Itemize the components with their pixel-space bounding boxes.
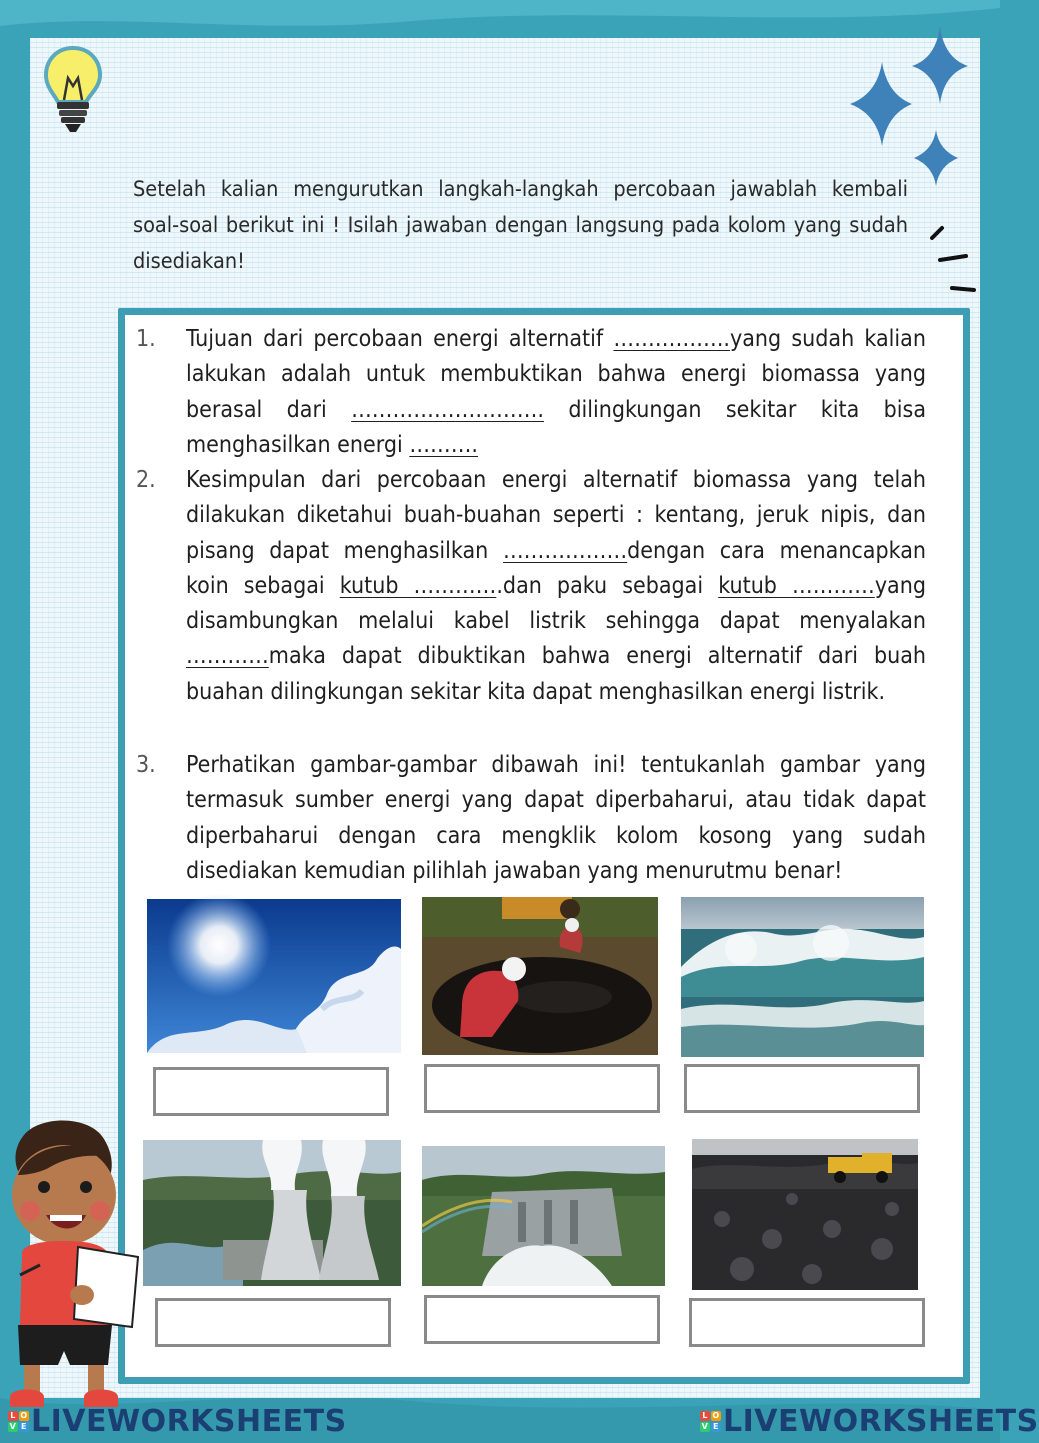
instructions-text: Setelah kalian mengurutkan langkah-langkah percobaan jawablah kembali soal-soal berikut ini ! Isilah jawaban dengan langsung pada kolom yang sudah disediakan! [133,177,908,274]
question-1 [136,322,926,463]
answer-blank[interactable]: ……………… [502,537,628,564]
question-number: 3. [136,752,156,778]
answer-blank[interactable]: kutub ………… [718,572,875,599]
question-text: Perhatikan gambar-gambar dibawah ini! tentukanlah gambar yang termasuk sumber energi yang dapat diperbaharui, atau tidak dapat diperbaharui dengan cara mengklik kolom kosong yang sudah disediakan kemudian pilihlah jawaban yang menurutmu benar! [186,752,926,884]
question-text: Tujuan dari percobaan energi alternatif ……………..yang sudah kalian lakukan adalah untuk membuktikan bahwa energi biomassa yang berasal dari ………………………. dilingkungan sekitar kita bisa menghasilkan energi ………. [186,326,926,458]
answer-blank[interactable]: ………………………. [351,396,544,423]
sun-sky-image [147,899,401,1053]
boy-character-illustration [0,1115,150,1415]
answer-box-6[interactable] [689,1298,925,1347]
coal-mine-image [692,1139,918,1290]
liveworksheets-logo: L O V E LIVEWORKSHEETS [701,1403,1039,1439]
answer-box-2[interactable] [424,1064,660,1113]
answer-blank[interactable]: ………… [186,643,269,670]
answer-blank[interactable]: ………. [409,431,478,458]
light-bulb-icon [40,44,106,136]
oil-well-image [422,897,658,1055]
nuclear-plant-image [143,1140,401,1286]
answer-box-1[interactable] [153,1067,389,1116]
hydro-dam-image [422,1146,665,1286]
question-number: 2. [136,467,156,493]
question-text: Kesimpulan dari percobaan energi alternatif biomassa yang telah dilakukan diketahui buah-buahan seperti : kentang, jeruk nipis, dan pisang dapat menghasilkan ………………dengan cara menancapkan koin sebagai kutub ………….dan paku sebagai kutub …………yang disambungkan melalui kabel listrik sehingga dapat menyalakan …………maka dapat dibuktikan bahwa energi alternatif dari buah buahan dilingkungan sekitar kita dapat menghasilkan energi listrik. [186,467,927,705]
answer-blank[interactable]: …………….. [613,326,731,352]
question-2 [136,463,926,710]
liveworksheets-icon: L O V E [9,1410,28,1431]
question-number: 1. [136,326,156,352]
ocean-waves-image [681,897,924,1057]
answer-box-4[interactable] [155,1298,391,1347]
question-3 [136,748,926,889]
answer-blank[interactable]: kutub ………… [339,572,497,599]
answer-box-3[interactable] [684,1064,920,1113]
answer-box-5[interactable] [424,1295,660,1344]
liveworksheets-logo: L O V E LIVEWORKSHEETS [9,1403,347,1439]
liveworksheets-icon: L O V E [701,1410,720,1431]
